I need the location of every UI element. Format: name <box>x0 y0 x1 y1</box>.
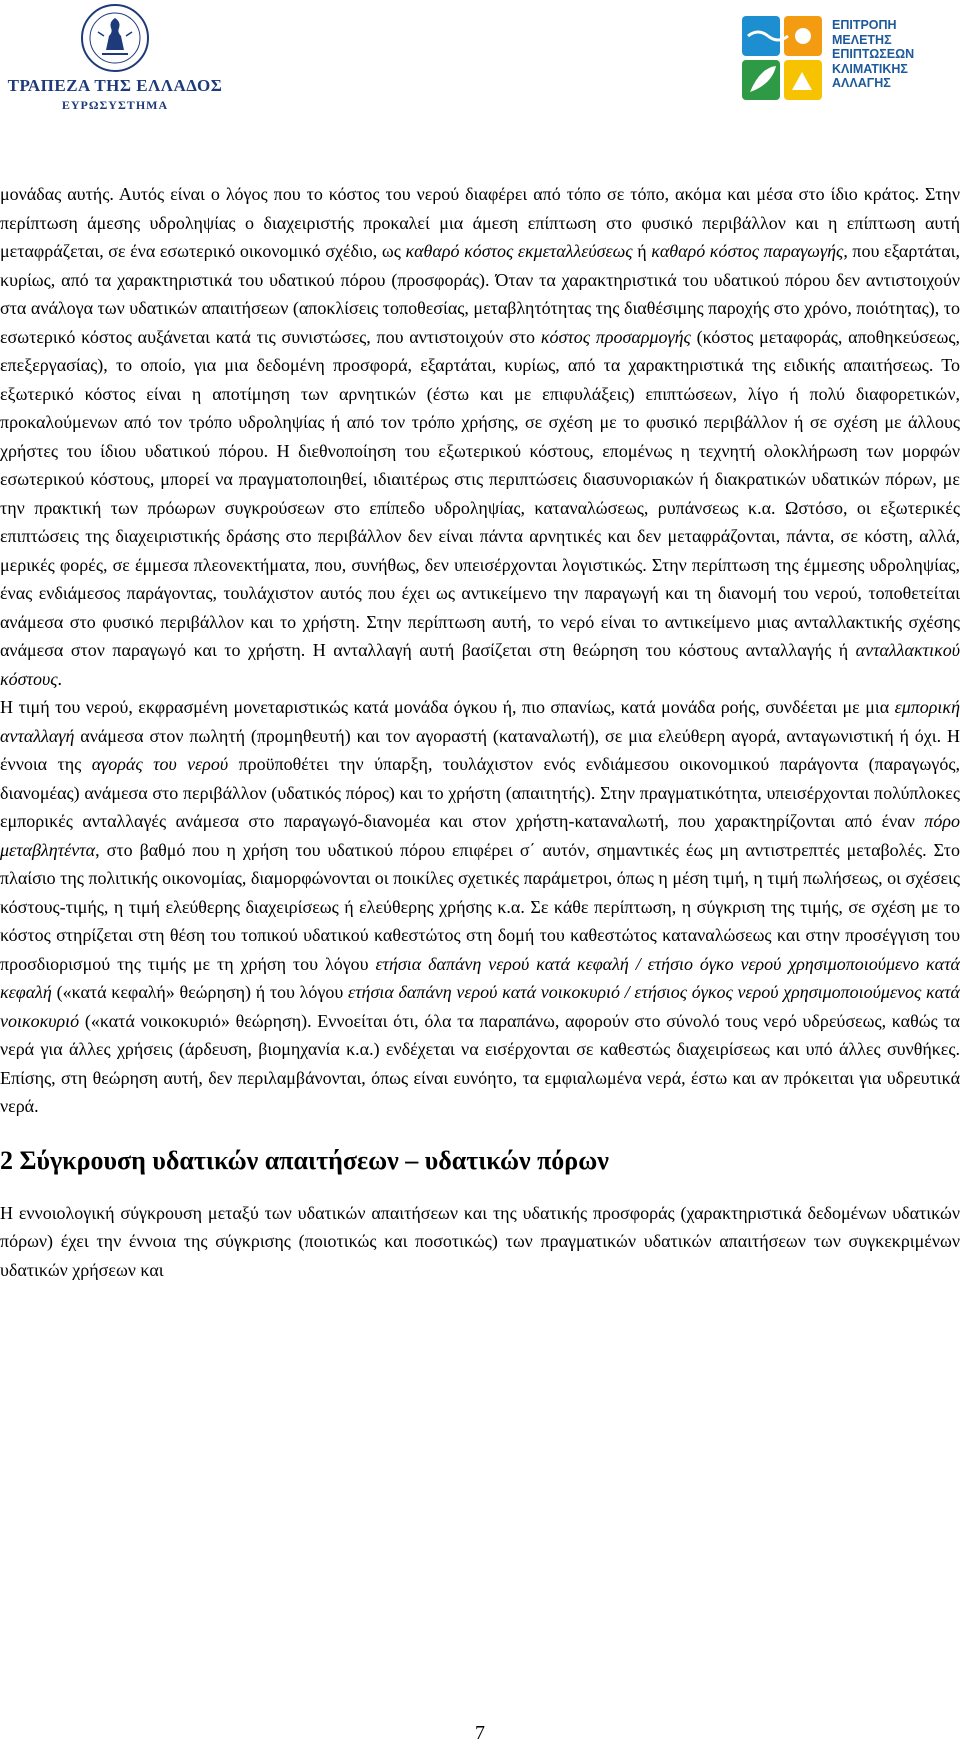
italic-term: ετήσια δαπάνη νερού κατά κεφαλή / ετήσιο όγκο νερού χρησιμοποιούμενο κατά κεφαλή <box>0 953 960 1002</box>
bank-of-greece-logo <box>0 2 230 122</box>
committee-line: ΑΛΛΑΓΗΣ <box>832 76 891 90</box>
italic-term: εμπορική ανταλλαγή <box>0 697 960 746</box>
committee-line: ΜΕΛΕΤΗΣ <box>832 32 892 47</box>
italic-term: ανταλλακτικού κόστους <box>0 640 960 689</box>
committee-name <box>832 18 914 91</box>
page-header <box>0 0 960 130</box>
climate-committee-logo <box>740 14 950 109</box>
committee-line: ΚΛΙΜΑΤΙΚΗΣ <box>832 61 908 76</box>
committee-line: ΕΠΙΠΤΩΣΕΩΝ <box>832 47 915 61</box>
bank-seal-icon <box>70 2 160 74</box>
committee-mark-icon <box>740 14 824 102</box>
committee-line: ΕΠΙΤΡΟΠΗ <box>832 18 897 32</box>
page-number: 7 <box>475 1722 485 1744</box>
italic-term: αγοράς του νερού <box>91 754 229 774</box>
italic-term: καθαρό κόστος παραγωγής <box>651 241 844 261</box>
italic-term: κόστος προσαρμογής <box>540 326 691 347</box>
section-heading: 2 Σύγκρουση υδατικών απαιτήσεων – υδατικών πόρων <box>0 1145 609 1175</box>
document-body <box>0 180 960 1284</box>
paragraph-conflict: Η εννοιολογική σύγκρουση μεταξύ των υδατικών απαιτήσεων και της υδατικής προσφοράς (χαρακτηριστικά δεδομένων υδατικών πόρων) έχει την έννοια της σύγκρισης (ποιοτικώς και ποσοτικώς) των πραγματικών υδατικών απαιτήσεων των συγκεκριμένων υδατικών χρήσεων και <box>0 1202 960 1280</box>
paragraph-cost: μονάδας αυτής. Αυτός είναι ο λόγος που το κόστος του νερού διαφέρει από τόπο σε τόπο, ακόμα και μέσα στο ίδιο κράτος. Στην περίπτωση άμεσης υδροληψίας ο διαχειριστής προκαλεί μια άμεση επίπτωση στο φυσικό περιβάλλον και η επίπτωση αυτή μεταφράζεται, σε ένα εσωτερικό οικονομικό σχέδιο, ως καθαρό κόστος εκμεταλλεύσεως ή καθαρό κόστος παραγωγής, που εξαρτάται, κυρίως, από τα χαρακτηριστικά του υδατικού πόρου (προσφοράς). Όταν τα χαρακτηριστικά του υδατικού πόρου δεν αντιστοιχούν στα ανάλογα των υδατικών απαιτήσεων (αποκλίσεις τοποθεσίας, μεταβλητότητας της διαθέσιμης παροχής στο χρόνο, ποιότητας), το εσωτερικό κόστος αυξάνεται κατά τις συνιστώσες, που αντιστοιχούν στο κόστος προσαρμογής (κόστος μεταφοράς, αποθηκεύσεως, επεξεργασίας), το οποίο, για μια δεδομένη προσφορά, εξαρτάται, κυρίως, από τα χαρακτηριστικά της ειδικής απαιτήσεως. Το εξωτερικό κόστος είναι η αποτίμηση των αρνητικών (έστω και με επιφυλάξεις) επιπτώσεων, λίγο ή πολύ διαφορετικών, προκαλούμενων από τον τρόπο υδροληψίας ή από τον τρόπο χρήσης, σε σχέση με το φυσικό περιβάλλον ή σε σχέση με άλλους χρήστες του ίδιου υδατικού πόρου. Η διεθνοποίηση του εξωτερικού κόστους, επομένως η τεχνητή ολοκλήρωση των μορφών εσωτερικού κόστους, μπορεί να πραγματοποιηθεί, ιδιαιτέρως στις περιπτώσεις διασυνοριακών ή διακρατικών υδατικών πόρων, με την πρακτική των πρόωρων συγκρούσεων στο επίπεδο υδροληψίας, καταναλώσεως, ρυπάνσεως κ.α. Ωστόσο, οι εξωτερικές επιπτώσεις της διαχειριστικής δράσης στο περιβάλλον δεν είναι πάντα αρνητικές και δεν μεταφράζονται, πάντα, σε κόστη, αλλά, μερικές φορές, σε έμμεσα πλεονεκτήματα, που, συνήθως, δεν υπεισέρχονται λογιστικώς. Στην περίπτωση της έμμεσης υδροληψίας, ένας ενδιάμεσος παράγοντας, τουλάχιστον αυτός που έχει ως αντικείμενο την παραγωγή και τη διανομή του νερού, τοποθετείται ανάμεσα στο φυσικό περιβάλλον και το χρήστη. Στην περίπτωση αυτή, το νερό είναι το αντικείμενο μιας ανταλλακτικής σχέσης ανάμεσα στον παραγωγό και το χρήστη. Η ανταλλαγή αυτή βασίζεται στη θεώρηση του κόστους ανταλλαγής ή ανταλλακτικού κόστους. <box>0 184 960 689</box>
italic-term: καθαρό κόστος εκμεταλλεύσεως <box>405 241 633 261</box>
paragraph-price: Η τιμή του νερού, εκφρασμένη μονεταριστικώς κατά μονάδα όγκου ή, πιο σπανίως, κατά μονάδα ροής, συνδέεται με μια εμπορική ανταλλαγή ανάμεσα στον πωλητή (προμηθευτή) και τον αγοραστή (καταναλωτή), σε μια ελεύθερη αγορά, ανταγωνιστική ή όχι. Η έννοια της αγοράς του νερού προϋποθέτει την ύπαρξη, τουλάχιστον ενός ενδιάμεσου οικονομικού παράγοντα (παραγωγός, διανομέας) ανάμεσα στο περιβάλλον (υδατικός πόρος) και το χρήστη (απαιτητής). Στην πραγματικότητα, υπεισέρχονται πολύπλοκες εμπορικές ανταλλαγές ανάμεσα στο παραγωγό-διανομέα και στον χρήστη-καταναλωτή, που χαρακτηρίζονται από έναν πόρο μεταβλητέντα, στο βαθμό που η χρήση του υδατικού πόρου επιφέρει σ΄ αυτόν, σημαντικές έως μη αντιστρεπτές μεταβολές. Στο πλαίσιο της πολιτικής οικονομίας, διαμορφώνονται οι ποικίλες σχετικές παράμετροι, όπως η μέση τιμή, η τιμή πωλήσεως, οι σχέσεις κόστους-τιμής, η τιμή ελεύθερης διαχειρίσεως ή ελεύθερης χρήσης κ.α. Σε κάθε περίπτωση, η σύγκριση της τιμής, σε σχέση με το κόστος στηρίζεται στη θέση του τοπικού υδατικού καθεστώτος στη δομή του καθεστώτος καταναλώσεως και στην προσέγγιση του προσδιορισμού της τιμής με τη χρήση του λόγου ετήσια δαπάνη νερού κατά κεφαλή / ετήσιο όγκο νερού χρησιμοποιούμενο κατά κεφαλή («κατά κεφαλή» θεώρηση) ή του λόγου ετήσια δαπάνη νερού κατά νοικοκυριό / ετήσιος όγκος νερού χρησιμοποιούμενος κατά νοικοκυριό («κατά νοικοκυριό» θεώρηση). Εννοείται ότι, όλα τα παραπάνω, αφορούν στο σύνολό τους νερό υδρεύσεως, καθώς τα νερά για άλλες χρήσεις (άρδευση, βιομηχανία κ.α.) ενδέχεται να εισέρχονται σε καθεστώς διαχειρίσεως και υπό άλλες συνθήκες. Επίσης, στη θεώρηση αυτή, δεν περιλαμβάνονται, όπως είναι ευνόητο, τα εμφιαλωμένα νερά, έστω και αν πρόκειται για υδρευτικά νερά. <box>0 697 960 1116</box>
bank-subtitle: ΕΥΡΩΣΥΣΤΗΜΑ <box>61 98 169 112</box>
italic-term: πόρο μεταβλητέντα <box>0 811 960 860</box>
italic-term: ετήσια δαπάνη νερού κατά νοικοκυριό / ετήσιος όγκος νερού χρησιμοποιούμενος κατά νοικοκυριό <box>0 982 960 1031</box>
bank-name: ΤΡΑΠΕΖΑ ΤΗΣ ΕΛΛΑΔΟΣ <box>7 76 223 95</box>
